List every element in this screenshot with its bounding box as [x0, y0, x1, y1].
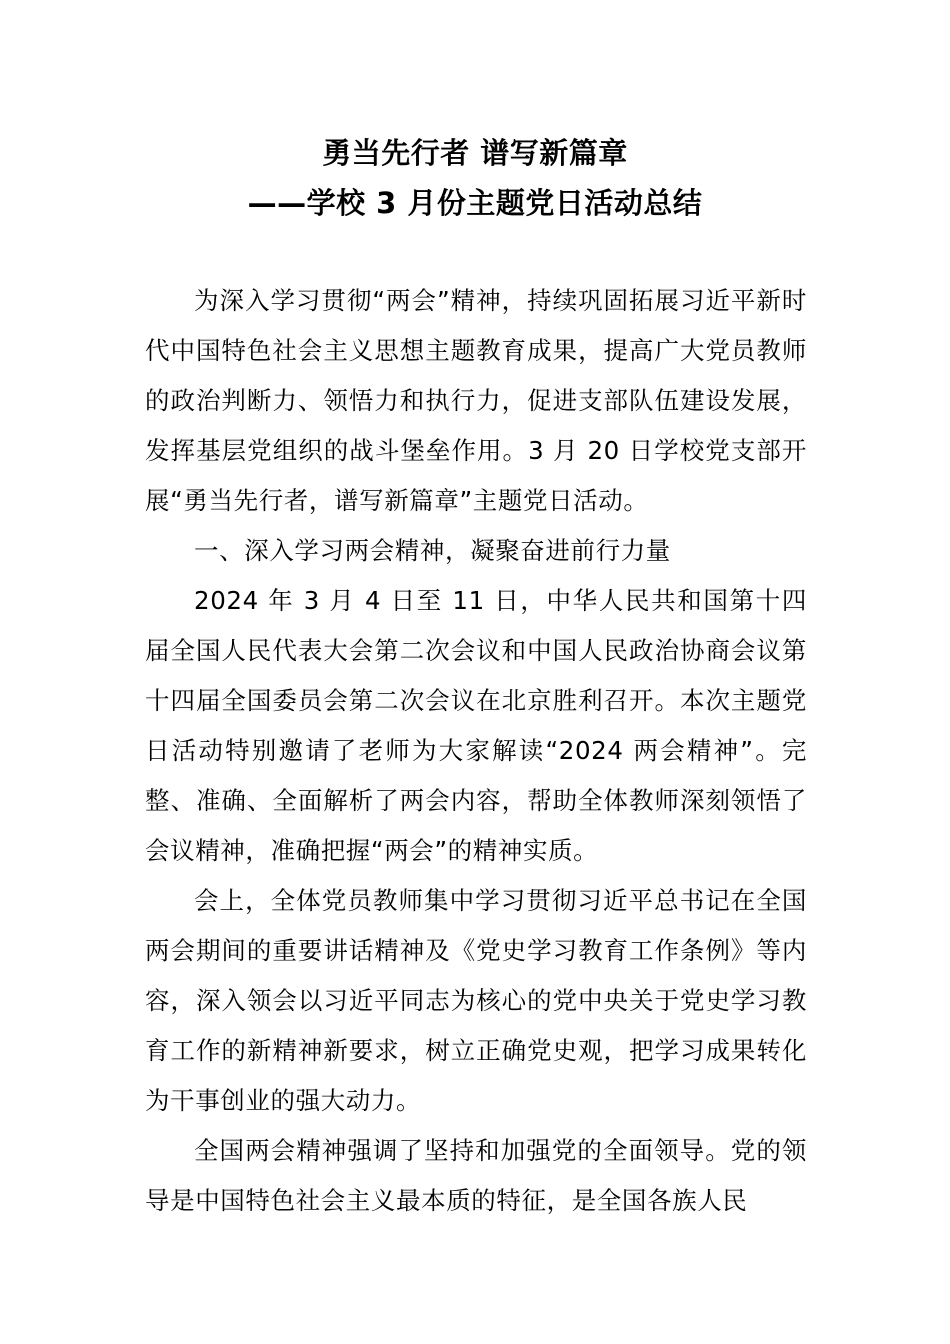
document-title: 勇当先行者 谱写新篇章 [322, 136, 628, 170]
paragraph-leadership: 全国两会精神强调了坚持和加强党的全面领导。党的领导是中国特色社会主义最本质的特征，是全国各族人民 [145, 1136, 807, 1215]
paragraph-two-sessions: 2024 年 3 月 4 日至 11 日，中华人民共和国第十四届全国人民代表大会第二次会议和中国人民政治协商会议第十四届全国委员会第二次会议在北京胜利召开。本次主题党日活动特别邀请了老师为大家解读“2024 两会精神”。完整、准确、全面解析了两会内容，帮助全体教师深刻领悟了会议精神，准确把握“两会”的精神实质。 [145, 586, 807, 865]
document-body [145, 276, 807, 1226]
section-heading-1: 一、深入学习两会精神，凝聚奋进前行力量 [194, 536, 671, 565]
paragraph-intro: 为深入学习贯彻“两会”精神，持续巩固拓展习近平新时代中国特色社会主义思想主题教育成果，提高广大党员教师的政治判断力、领悟力和执行力，促进支部队伍建设发展，发挥基层党组织的战斗堡垒作用。3 月 20 日学校党支部开展“勇当先行者，谱写新篇章”主题党日活动。 [145, 286, 807, 515]
document-subtitle: ——学校 3 月份主题党日活动总结 [247, 186, 703, 220]
title-block [0, 128, 950, 228]
paragraph-meeting: 会上，全体党员教师集中学习贯彻习近平总书记在全国两会期间的重要讲话精神及《党史学习教育工作条例》等内容，深入领会以习近平同志为核心的党中央关于党史学习教育工作的新精神新要求，树立正确党史观，把学习成果转化为干事创业的强大动力。 [145, 886, 807, 1115]
